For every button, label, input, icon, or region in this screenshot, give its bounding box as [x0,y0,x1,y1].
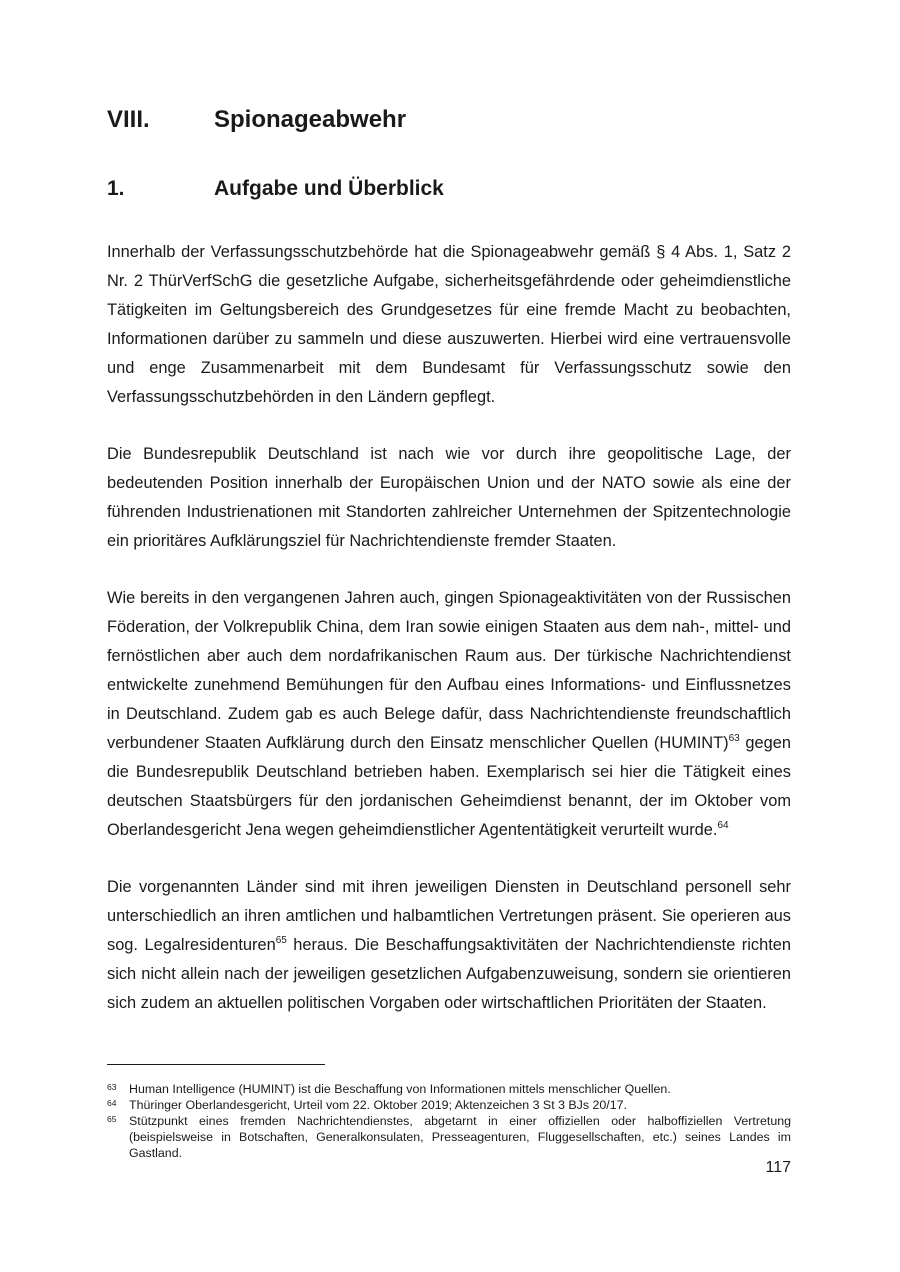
footnote-text: Stützpunkt eines fremden Nachrichtendienstes, abgetarnt in einer offiziellen oder halboffiziellen Vertretung (beispielsweise in Botschaften, Generalkonsulaten, Presseagenturen, Fluggesellschaften, etc.) seines Landes im Gastland. [129,1114,791,1160]
chapter-heading [107,106,406,134]
chapter-number: VIII. [107,106,150,133]
footnote-number: 63 [107,1082,117,1092]
footnote-text: Thüringer Oberlandesgericht, Urteil vom 22. Oktober 2019; Aktenzeichen 3 St 3 BJs 20/17. [129,1098,627,1112]
paragraph-4-part-a: Die vorgenannten Länder sind mit ihren jeweiligen Diensten in Deutschland personell sehr unterschiedlich an ihren amtlichen und halbamtlichen Vertretungen präsent. Sie operieren aus sog. Legalresidenturen [107,878,791,954]
paragraph-4-part-b: heraus. Die Beschaffungsaktivitäten der Nachrichtendienste richten sich nicht allein nach der jeweiligen gesetzlichen Aufgabenzuweisung, sondern sie orientieren sich zudem an aktuellen politischen Vorgaben oder wirtschaftlichen Prioritäten der Staaten. [107,936,791,1012]
footnote-text: Human Intelligence (HUMINT) ist die Beschaffung von Informationen mittels menschlicher Quellen. [129,1082,671,1096]
paragraph-4 [107,873,791,1018]
body-text [107,238,791,1046]
footnote-64 [107,1097,791,1113]
footnote-ref-64[interactable]: 64 [717,820,729,831]
chapter-title: Spionageabwehr [214,106,407,133]
section-title: Aufgabe und Überblick [214,177,444,200]
footnote-separator [107,1064,325,1065]
footnote-63 [107,1081,791,1097]
section-heading [107,175,444,203]
footnote-number: 65 [107,1114,117,1124]
footnote-65 [107,1113,791,1161]
paragraph-3 [107,584,791,845]
paragraph-3-part-a: Wie bereits in den vergangenen Jahren auch, gingen Spionageaktivitäten von der Russischen Föderation, der Volkrepublik China, dem Iran sowie einigen Staaten aus dem nah-, mittel- und fernöstlichen aber auch dem nordafrikanischen Raum aus. Der türkische Nachrichtendienst entwickelte zunehmend Bemühungen für den Aufbau eines Informations- und Einflussnetzes in Deutschland. Zudem gab es auch Belege dafür, dass Nachrichtendienste freundschaftlich verbundener Staaten Aufklärung durch den Einsatz menschlicher Quellen (HUMINT) [107,589,791,752]
footnote-ref-63[interactable]: 63 [728,733,740,744]
footnote-ref-65[interactable]: 65 [275,935,287,946]
section-number: 1. [107,177,125,200]
paragraph-3-part-b: gegen die Bundesrepublik Deutschland betrieben haben. Exemplarisch sei hier die Tätigkeit eines deutschen Staatsbürgers für den jordanischen Geheimdienst benannt, der im Oktober vom Oberlandesgericht Jena wegen geheimdienstlicher Agententätigkeit verurteilt wurde. [107,734,791,839]
paragraph-2: Die Bundesrepublik Deutschland ist nach wie vor durch ihre geopolitische Lage, der bedeutenden Position innerhalb der Europäischen Union und der NATO sowie als eine der führenden Industrienationen mit Standorten zahlreicher Unternehmen der Spitzentechnologie ein prioritäres Aufklärungsziel für Nachrichtendienste fremder Staaten. [107,445,791,550]
footnote-number: 64 [107,1098,117,1108]
paragraph-1: Innerhalb der Verfassungsschutzbehörde hat die Spionageabwehr gemäß § 4 Abs. 1, Satz 2 Nr. 2 ThürVerfSchG die gesetzliche Aufgabe, sicherheitsgefährdende oder geheimdienstliche Tätigkeiten im Geltungsbereich des Grundgesetzes für eine fremde Macht zu beobachten, Informationen darüber zu sammeln und diese auszuwerten. Hierbei wird eine vertrauensvolle und enge Zusammenarbeit mit dem Bundesamt für Verfassungsschutz sowie den Verfassungsschutzbehörden in den Ländern gepflegt. [107,243,791,406]
page-number: 117 [765,1159,791,1176]
footnotes [107,1081,791,1161]
